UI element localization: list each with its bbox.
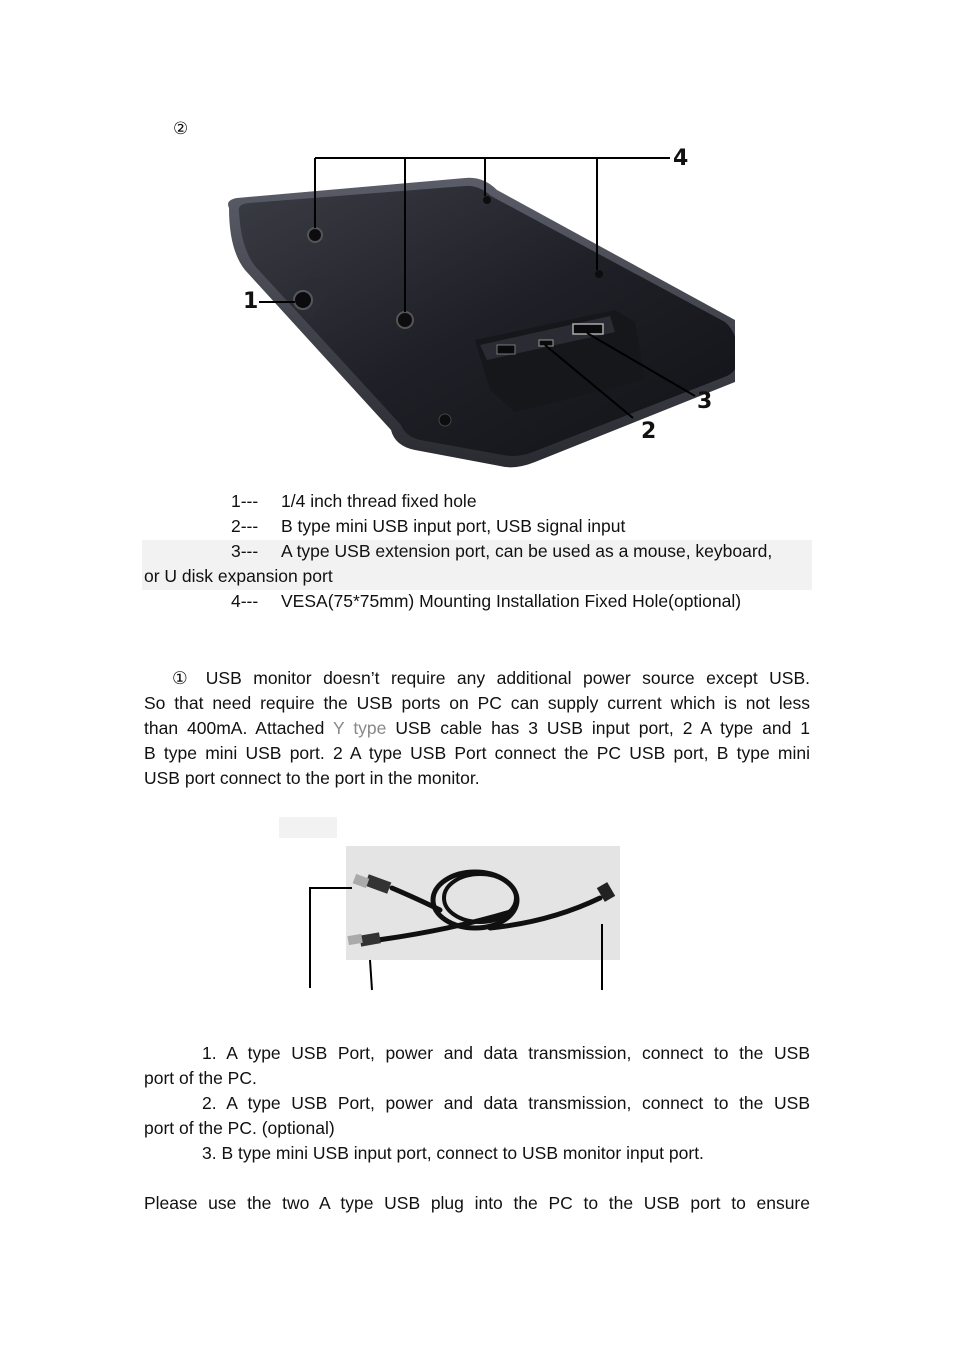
section-mark: ② bbox=[173, 119, 189, 138]
paragraph-line: USB cable has 3 USB input port, 2 A type and 1 bbox=[386, 718, 810, 738]
legend-text: 1/4 inch thread fixed hole bbox=[281, 491, 477, 511]
paragraph-line: B type mini USB port. 2 A type USB Port connect the PC USB port, B type mini bbox=[144, 743, 810, 763]
list-item: 1. A type USB Port, power and data transmission, connect to the USB bbox=[202, 1043, 810, 1063]
legend-text-continued: or U disk expansion port bbox=[144, 566, 333, 586]
callout-2: 2 bbox=[641, 419, 657, 444]
shade-box bbox=[279, 817, 337, 838]
callout-4: 4 bbox=[673, 146, 689, 171]
power-paragraph bbox=[144, 666, 810, 791]
legend-num: 1--- bbox=[231, 491, 259, 511]
legend-text: A type USB extension port, can be used as a mouse, keyboard, bbox=[281, 541, 773, 561]
port-list bbox=[144, 1041, 810, 1166]
legend-text: B type mini USB input port, USB signal input bbox=[281, 516, 626, 536]
paragraph-line: So that need require the USB ports on PC can supply current which is not less bbox=[144, 693, 810, 713]
paragraph-line: USB port connect to the port in the monitor. bbox=[144, 768, 480, 788]
paragraph-line: USB monitor doesn’t require any additional power source except USB. bbox=[194, 668, 810, 688]
legend-num: 3--- bbox=[231, 541, 259, 561]
list-item: 3. B type mini USB input port, connect to USB monitor input port. bbox=[202, 1143, 704, 1163]
paragraph-line: than 400mA. Attached bbox=[144, 718, 334, 738]
list-item: 2. A type USB Port, power and data transmission, connect to the USB bbox=[202, 1093, 810, 1113]
list-item-continued: port of the PC. (optional) bbox=[144, 1118, 335, 1138]
list-item-continued: port of the PC. bbox=[144, 1068, 257, 1088]
y-type-highlight: Y type bbox=[333, 718, 387, 738]
legend-text: VESA(75*75mm) Mounting Installation Fixed Hole(optional) bbox=[281, 591, 742, 611]
paragraph-line: Please use the two A type USB plug into the PC to the USB port to ensure bbox=[144, 1193, 810, 1213]
legend-num: 2--- bbox=[231, 516, 259, 536]
closing-paragraph bbox=[144, 1191, 810, 1216]
section-mark: ① bbox=[172, 668, 195, 688]
monitor-back-photo bbox=[215, 150, 735, 470]
legend-num: 4--- bbox=[231, 591, 259, 611]
callout-1: 1 bbox=[243, 289, 259, 314]
y-cable-photo bbox=[300, 840, 630, 995]
callout-3: 3 bbox=[697, 389, 713, 414]
